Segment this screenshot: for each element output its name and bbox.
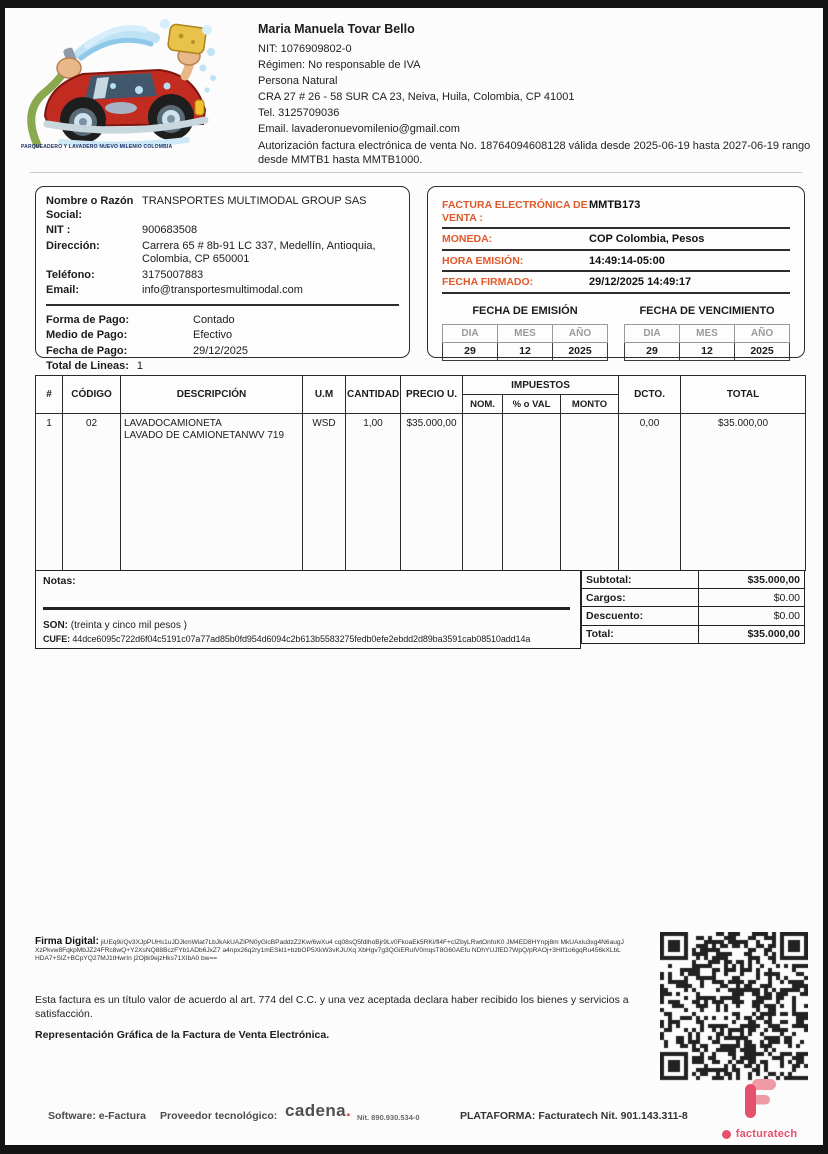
signed-date-value: 29/12/2025 14:49:17 [589,276,692,288]
son-value: (treinta y cinco mil pesos ) [70,620,187,631]
seller-name: Maria Manuela Tovar Bello [258,22,415,36]
col-dcto-header: DCTO. [619,376,681,414]
total-lines-label: Total de Lineas: [46,360,129,373]
col-total-header: TOTAL [681,376,806,414]
item-precio: $35.000,00 [401,414,463,571]
customer-address-label: Dirección: [46,239,100,252]
col-codigo-header: CÓDIGO [63,376,121,414]
item-desc-line2: LAVADO DE CAMIONETANWV 719 [124,430,285,441]
payment-row [46,313,399,328]
emission-day-header: DIA [443,324,498,342]
emission-month-header: MES [498,324,553,342]
payment-method-value: Efectivo [193,329,233,342]
customer-row [46,269,399,283]
item-val [503,414,561,571]
digital-signature [35,938,625,964]
invoice-row [442,251,790,273]
payment-form-value: Contado [193,313,235,326]
footer-platform: PLATAFORMA: Facturatech Nit. 901.143.311-8 [460,1110,688,1122]
descuento-value: $0.00 [699,607,805,625]
item-monto [561,414,619,571]
customer-nit-value: 900683508 [142,224,198,236]
customer-email-value: info@transportesmultimodal.com [142,284,303,296]
due-day-header: DIA [625,324,680,342]
seller-address: CRA 27 # 26 - 58 SUR CA 23, Neiva, Huila, Colombia, CP 41001 [258,91,575,103]
facturatech-brand-text: facturatech [735,1128,798,1140]
subtotal-label: Subtotal: [582,571,699,589]
seller-email: Email. lavaderonuevomilenio@gmail.com [258,123,460,135]
due-year-value: 2025 [735,342,790,360]
notes-divider [43,607,570,610]
payment-row [46,344,399,359]
item-desc-line1: LAVADOCAMIONETA [124,418,222,429]
col-val-header: % o VAL [503,395,561,414]
cargos-row [582,589,805,607]
cadena-period-icon: . [346,1101,352,1120]
emission-date-title: FECHA DE EMISIÓN [472,304,578,317]
facturatech-logo [712,1078,807,1140]
due-day-value: 29 [625,342,680,360]
due-date-table [624,305,790,361]
emission-year-value: 2025 [553,342,608,360]
descuento-row [582,607,805,625]
due-date-title: FECHA DE VENCIMIENTO [639,304,775,317]
customer-row [46,240,399,267]
item-descripcion [121,414,303,571]
item-nom [463,414,503,571]
payment-row [46,359,399,374]
carwash-car-illustration [17,16,229,148]
item-row [36,414,806,571]
cadena-logo [285,1101,351,1121]
emission-date-table [442,305,608,361]
total-lines-value: 1 [136,360,144,373]
date-tables [442,305,790,361]
col-num-header: # [36,376,63,414]
digital-signature-label: Firma Digital: [35,936,99,947]
notes-label: Notas: [43,575,76,587]
customer-name-value: TRANSPORTES MULTIMODAL GROUP SAS [142,195,367,207]
currency-label: MONEDA: [442,233,493,245]
facturatech-f-icon [743,1078,777,1120]
due-year-header: AÑO [735,324,790,342]
items-table [35,375,806,571]
subtotal-row [582,571,805,589]
seller-regimen: Régimen: No responsable de IVA [258,59,421,71]
subtotal-value: $35.000,00 [699,571,805,589]
col-precio-header: PRECIO U. [401,376,463,414]
invoice-page [5,8,823,1145]
seller-persona: Persona Natural [258,75,338,87]
due-month-header: MES [680,324,735,342]
customer-email-label: Email: [46,284,80,296]
payment-row [46,328,399,343]
emission-month-value: 12 [498,342,553,360]
digital-signature-value: jiUEq9i/Qv3XJpPUHs1uJDJkmWiat7LbJkAkUAZlPN0yGlcBPaddzZ2Kw/6wXu4 cq08sQ5fdlhoBjr9Lv0FkoaEk5RKi/fl4F+cIZbyLRwtOnfoK0 JM4ED8HYnpj8m MkUAxlu3xg4N6augJXzPkvw8FqkpMbJZ24FRc8wQ+Y2XsNQ88BczFYb1ADb6JxZ7 a4npx26q2ry1mESkl1+bzbOP5XkW3vKJUXq XbHgv7g3QGiERuIV0mqsT8G60AEfu NDhYUJfED7WpQ/pRAOj+3HIf1o6gqRu456kXLbLHDA7+SIZ+BCpYQ27MJ1tHwrIn j2Ojtk9ejzHks71XIbA0 bw== [35,939,624,963]
col-um-header: U.M [303,376,346,414]
item-dcto: 0,00 [619,414,681,571]
cadena-wordmark: cadena [285,1101,346,1120]
seller-authorization: Autorización factura electrónica de venta No. 18764094608128 válida desde 2025-06-19 hasta 2027-06-19 rango desde MMTB1 hasta MMTB1000. [258,140,811,166]
col-descripcion-header: DESCRIPCIÓN [121,376,303,414]
seller-nit: NIT: 1076909802-0 [258,43,352,55]
son-label: SON: [43,620,68,631]
cargos-value: $0.00 [699,589,805,607]
customer-row [46,195,399,222]
total-value: $35.000,00 [699,625,805,643]
cufe-label: CUFE: [43,634,70,644]
seller-phone: Tel. 3125709036 [258,107,340,119]
due-month-value: 12 [680,342,735,360]
emission-time-label: HORA EMISIÓN: [442,254,524,267]
currency-value: COP Colombia, Pesos [589,233,705,245]
item-um: WSD [303,414,346,571]
invoice-row [442,195,790,229]
amount-in-words [43,620,187,631]
col-impuestos-header: IMPUESTOS [463,376,619,395]
invoice-number-value: MMTB173 [589,199,641,211]
payment-method-label: Medio de Pago: [46,329,128,342]
footer-software: Software: e-Factura [48,1110,147,1122]
cufe [43,634,530,644]
col-nom-header: NOM. [463,395,503,414]
customer-phone-value: 3175007883 [142,268,204,281]
total-label: Total: [582,625,699,643]
customer-phone-label: Teléfono: [46,268,95,281]
header-divider [30,172,802,173]
col-monto-header: MONTO [561,395,619,414]
total-row [582,625,805,643]
payment-date-value: 29/12/2025 [193,344,249,357]
seller-info [258,22,814,167]
cargos-label: Cargos: [582,589,699,607]
invoice-row [442,272,790,294]
payment-divider [46,304,399,306]
qr-code [660,932,808,1082]
invoice-number-label: FACTURA ELECTRÓNICA DE VENTA : [442,199,588,224]
cufe-value: 44dce6095c722d6f04c5191c07a77ad85b0fd954d6094c2b613b5583275fedb0efe2ebdd2d89ba3591cab08510add14a [72,634,531,644]
notes-box [35,570,581,649]
payment-date-label: Fecha de Pago: [46,344,128,357]
footer-provider-label: Proveedor tecnológico: [160,1110,278,1122]
carwash-logo-icon [17,16,229,158]
item-codigo: 02 [63,414,121,571]
invoice-box [427,186,805,358]
logo-caption: PARQUEADERO Y LAVADERO NUEVO MILENIO COLOMBIA [21,144,173,150]
item-num: 1 [36,414,63,571]
emission-time-value: 14:49:14-05:00 [589,254,665,267]
item-cantidad: 1,00 [346,414,401,571]
footer-provider-nit: Nit. 890.930.534-0 [357,1113,420,1122]
customer-box [35,186,410,373]
customer-address-value: Carrera 65 # 8b-91 LC 337, Medellín, Antioquia, Colombia, CP 650001 [142,239,376,265]
descuento-label: Descuento: [582,607,699,625]
customer-row [46,224,399,238]
customer-nit-label: NIT : [46,224,71,236]
signed-date-label: FECHA FIRMADO: [442,276,534,288]
emission-year-header: AÑO [553,324,608,342]
totals-table [581,570,805,644]
facturatech-dot-icon [722,1130,731,1139]
graphic-representation-text: Representación Gráfica de la Factura de Venta Electrónica. [35,1029,330,1041]
item-total: $35.000,00 [681,414,806,571]
invoice-row [442,229,790,251]
col-cantidad-header: CANTIDAD [346,376,401,414]
legal-text: Esta factura es un título valor de acuerdo al art. 774 del C.C. y una vez aceptada declara haber recibido los bienes y servicios a satisfacción. [35,994,629,1020]
customer-name-label: Nombre o Razón Social: [46,195,134,221]
customer-row [46,284,399,298]
payment-form-label: Forma de Pago: [46,313,130,326]
emission-day-value: 29 [443,342,498,360]
